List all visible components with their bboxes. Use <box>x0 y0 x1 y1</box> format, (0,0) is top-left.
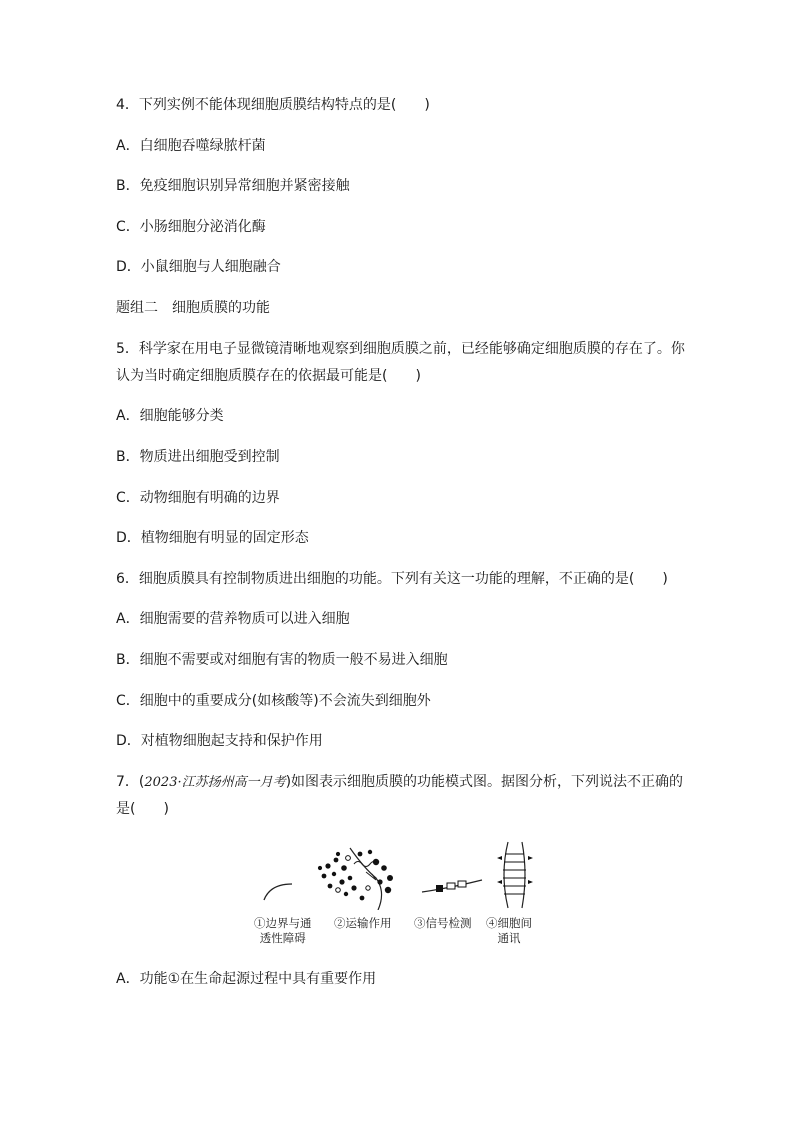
cell-communication-diagram <box>497 842 533 908</box>
q6-option-b: B．细胞不需要或对细胞有害的物质一般不易进入细胞 <box>116 652 448 668</box>
cell-membrane-right <box>522 842 525 908</box>
membrane-function-figure <box>250 838 550 950</box>
caption-communication-line2: 通讯 <box>497 931 521 945</box>
receptor-2 <box>447 883 455 889</box>
q5-option-a: A．细胞能够分类 <box>116 408 224 424</box>
caption-boundary <box>254 916 312 946</box>
caption-transport: ②运输作用 <box>334 916 392 930</box>
q6-option-a: A．细胞需要的营养物质可以进入细胞 <box>116 611 350 627</box>
q5-option-c: C．动物细胞有明确的边界 <box>116 490 280 506</box>
signal-detection-diagram <box>422 880 482 892</box>
q5-option-d: D．植物细胞有明显的固定形态 <box>116 530 309 546</box>
q5-option-b: B．物质进出细胞受到控制 <box>116 449 280 465</box>
q7-source: 2023·江苏扬州高一月考 <box>144 775 286 790</box>
group2-title: 题组二 细胞质膜的功能 <box>116 300 270 316</box>
q7-stem-line1 <box>116 773 683 792</box>
figure-drawings <box>250 838 550 910</box>
q4-option-c: C．小肠细胞分泌消化酶 <box>116 219 266 235</box>
caption-communication <box>486 916 532 946</box>
boundary-membrane-arc <box>264 884 292 900</box>
q6-stem: 6．细胞质膜具有控制物质进出细胞的功能。下列有关这一功能的理解，不正确的是( ) <box>116 571 668 587</box>
q7-stem-line2: 是( ) <box>116 801 169 817</box>
q4-option-d: D．小鼠细胞与人细胞融合 <box>116 259 281 275</box>
receptor-3 <box>458 881 466 887</box>
caption-boundary-line1: ①边界与通 <box>254 916 312 930</box>
junction-rungs <box>503 854 526 894</box>
q7-stem-prefix: 7．( <box>116 774 145 790</box>
caption-communication-line1: ④细胞间 <box>486 916 532 930</box>
q7-option-a: A．功能①在生命起源过程中具有重要作用 <box>116 971 377 987</box>
q6-option-c: C．细胞中的重要成分(如核酸等)不会流失到细胞外 <box>116 693 431 709</box>
q4-stem: 4．下列实例不能体现细胞质膜结构特点的是( ) <box>116 97 430 113</box>
q4-option-a: A．白细胞吞噬绿脓杆菌 <box>116 138 266 154</box>
receptor-1 <box>436 885 443 892</box>
transport-membrane-curve <box>350 848 382 910</box>
q5-stem-line2: 认为当时确定细胞质膜存在的依据最可能是( ) <box>116 368 421 384</box>
q6-option-d: D．对植物细胞起支持和保护作用 <box>116 733 323 749</box>
caption-signal: ③信号检测 <box>414 916 472 930</box>
transport-diagram <box>318 848 393 910</box>
q7-stem-rest: )如图表示细胞质膜的功能模式图。据图分析，下列说法不正确的 <box>285 774 684 790</box>
q5-stem-line1: 5．科学家在用电子显微镜清晰地观察到细胞质膜之前，已经能够确定细胞质膜的存在了。你 <box>116 341 685 357</box>
caption-boundary-line2: 透性障碍 <box>259 931 306 945</box>
q4-option-b: B．免疫细胞识别异常细胞并紧密接触 <box>116 178 350 194</box>
cell-membrane-left <box>504 842 508 908</box>
